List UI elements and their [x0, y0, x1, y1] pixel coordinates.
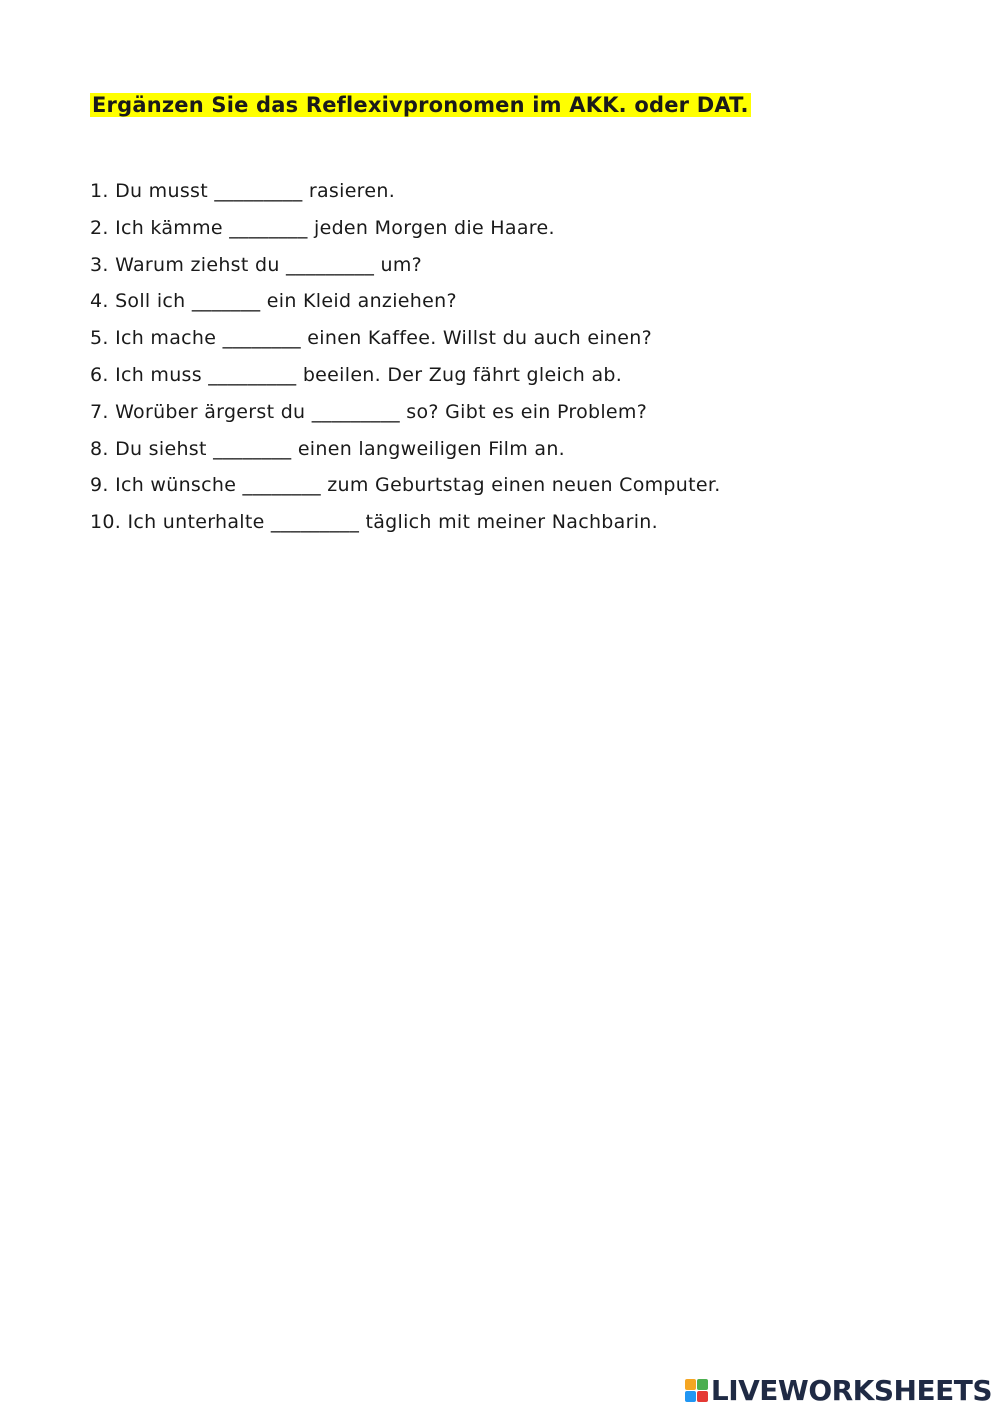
exercise-item-2: 2. Ich kämme ________ jeden Morgen die Haare.: [90, 216, 555, 239]
liveworksheets-logo: [685, 1373, 992, 1407]
logo-square-3: [685, 1391, 696, 1402]
exercise-item-10: 10. Ich unterhalte _________ täglich mit meiner Nachbarin.: [90, 511, 658, 534]
exercise-item-5: 5. Ich mache ________ einen Kaffee. Willst du auch einen?: [90, 327, 652, 350]
exercise-item-1: 1. Du musst _________ rasieren.: [90, 180, 396, 202]
exercise-item-9: 9. Ich wünsche ________ zum Geburtstag einen neuen Computer.: [90, 474, 721, 497]
worksheet-title: [90, 90, 751, 120]
logo-text: LIVEWORKSHEETS: [710, 1373, 992, 1407]
exercise-item-7: 7. Worüber ärgerst du _________ so? Gibt es ein Problem?: [90, 400, 648, 423]
exercise-list: [90, 173, 721, 541]
logo-square-2: [697, 1379, 708, 1390]
exercise-item-3: 3. Warum ziehst du _________ um?: [90, 253, 423, 276]
title-highlight: Ergänzen Sie das Reflexivpronomen im AKK. oder DAT.: [92, 93, 749, 117]
logo-square-4: [697, 1391, 708, 1402]
exercise-item-8: 8. Du siehst ________ einen langweiligen Film an.: [90, 437, 565, 460]
exercise-item-4: 4. Soll ich _______ ein Kleid anziehen?: [90, 290, 457, 313]
exercise-item-6: 6. Ich muss _________ beeilen. Der Zug fährt gleich ab.: [90, 363, 623, 386]
liveworksheets-logo-icon: [685, 1379, 708, 1402]
logo-square-1: [685, 1379, 696, 1390]
